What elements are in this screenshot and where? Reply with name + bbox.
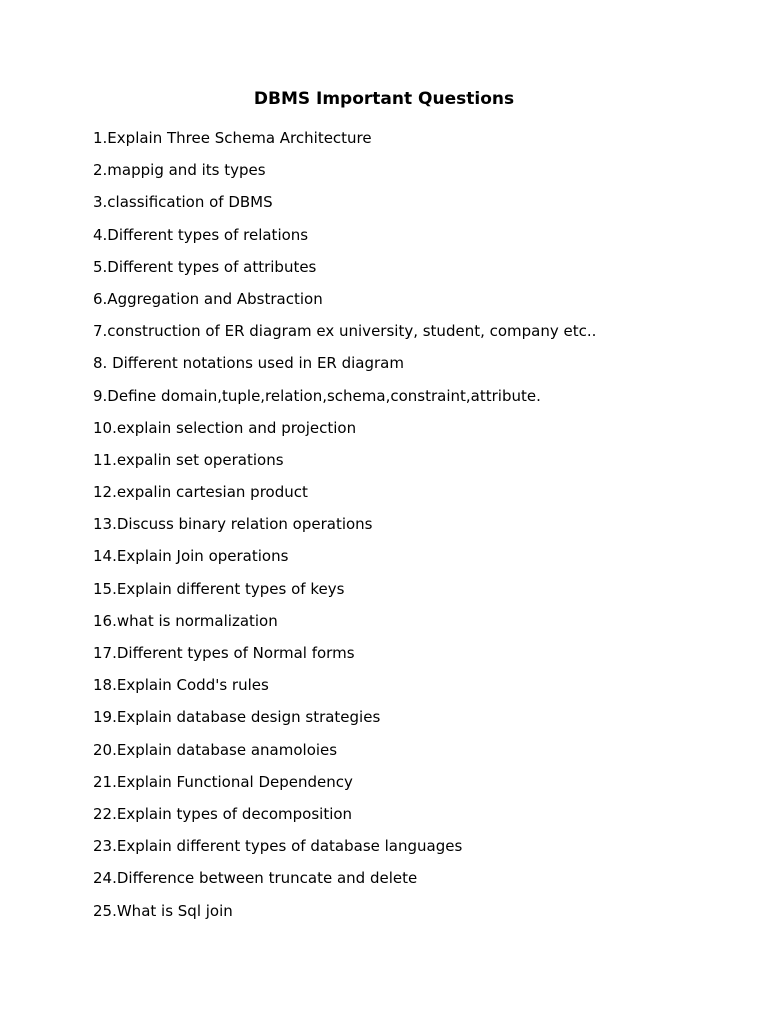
- question-item: 22.Explain types of decomposition: [93, 804, 353, 823]
- question-item: 15.Explain different types of keys: [93, 579, 345, 598]
- question-item: 6.Aggregation and Abstraction: [93, 289, 323, 308]
- question-item: 10.explain selection and projection: [93, 418, 357, 437]
- question-item: 13.Discuss binary relation operations: [93, 515, 373, 534]
- question-item: 12.expalin cartesian product: [93, 483, 308, 502]
- question-item: 19.Explain database design strategies: [93, 708, 381, 727]
- question-item: 3.classification of DBMS: [93, 193, 273, 212]
- question-item: 23.Explain different types of database languages: [93, 837, 463, 856]
- document-title: DBMS Important Questions: [253, 89, 515, 109]
- question-item: 1.Explain Three Schema Architecture: [93, 129, 372, 147]
- question-item: 16.what is normalization: [93, 611, 278, 630]
- question-item: 2.mappig and its types: [93, 161, 266, 180]
- question-item: 24.Difference between truncate and delete: [93, 869, 418, 888]
- question-item: 21.Explain Functional Dependency: [93, 772, 353, 791]
- question-item: 17.Different types of Normal forms: [93, 644, 355, 662]
- question-item: 4.Different types of relations: [93, 225, 309, 244]
- question-item: 5.Different types of attributes: [93, 257, 317, 276]
- question-item: 8. Different notations used in ER diagram: [93, 354, 404, 373]
- question-item: 25.What is Sql join: [93, 901, 233, 920]
- question-item: 20.Explain database anamoloies: [93, 740, 338, 759]
- question-item: 14.Explain Join operations: [93, 547, 289, 566]
- question-list: [93, 122, 596, 927]
- question-item: 11.expalin set operations: [93, 450, 284, 469]
- question-item: 7.construction of ER diagram ex university, student, company etc..: [93, 322, 597, 341]
- question-item: 9.Define domain,tuple,relation,schema,constraint,attribute.: [93, 386, 541, 405]
- question-item: 18.Explain Codd's rules: [93, 676, 269, 695]
